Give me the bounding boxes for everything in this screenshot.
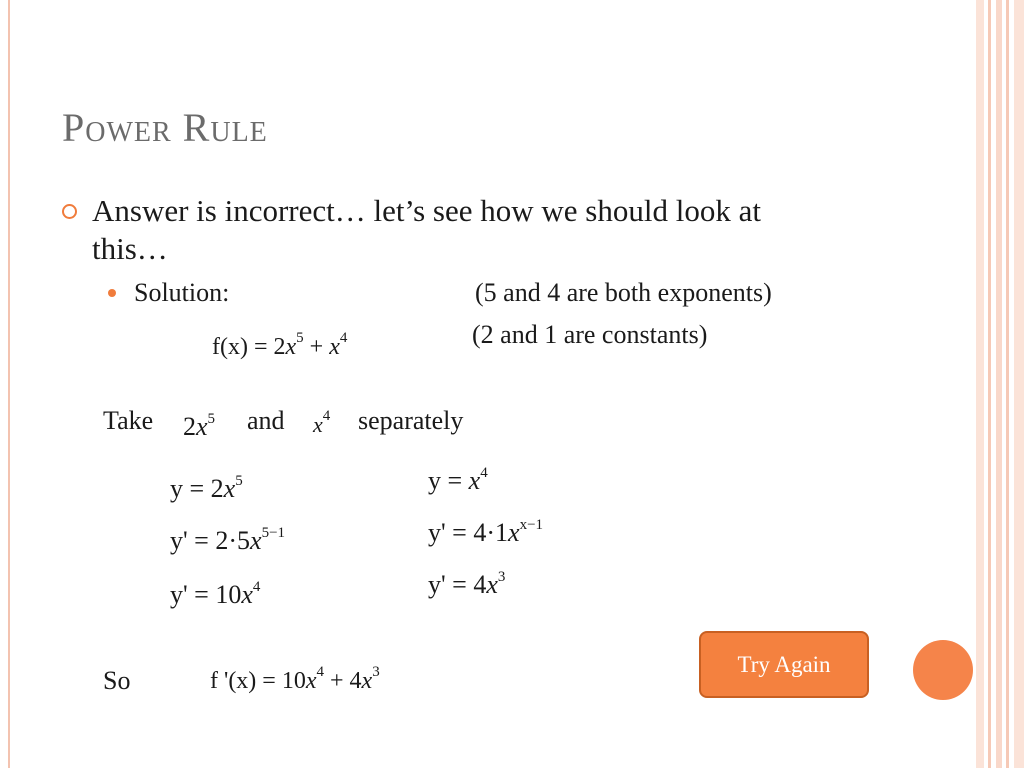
bullet-answer-incorrect [62,192,822,268]
try-again-button[interactable]: Try Again [699,631,869,698]
right-eq-2: $y' = 4\cdot 1x^{x-1}$ [428,517,544,547]
note-constants: (2 and 1 are constants) [472,320,708,349]
slide-title: Power Rule [62,105,268,150]
bullet-solution [108,278,229,308]
dot-bullet-icon [108,289,116,297]
solution-label: Solution: [134,278,230,307]
left-eq-1: $y = 2x^5$ [170,473,243,503]
take-label: Take [103,406,154,435]
right-eq-1: $y = x^4$ [428,465,488,495]
bullet-text: Answer is incorrect… let’s see how we should look at this… [92,193,761,266]
orange-circle-decoration [913,640,973,700]
left-border-line [8,0,10,768]
take-term-x4: $x^4$ [313,408,331,437]
take-term-2x5: $2x^5$ [183,411,216,441]
separately-label: separately [358,406,464,435]
ring-bullet-icon [62,204,77,219]
left-eq-2: $y' = 2\cdot 5x^{5-1}$ [170,525,286,555]
note-exponents: (5 and 4 are both exponents) [475,278,772,307]
right-decorative-stripes [976,0,1024,768]
so-label: So [103,666,131,695]
function-definition: $f(x) = 2x^5 + x^4$ [212,330,348,360]
right-eq-3: $y' = 4x^3$ [428,569,506,599]
left-eq-3: $y' = 10x^4$ [170,579,261,609]
and-label: and [247,406,285,435]
final-derivative: f '$(x) = 10x^4 + 4x^3$ [210,664,380,694]
